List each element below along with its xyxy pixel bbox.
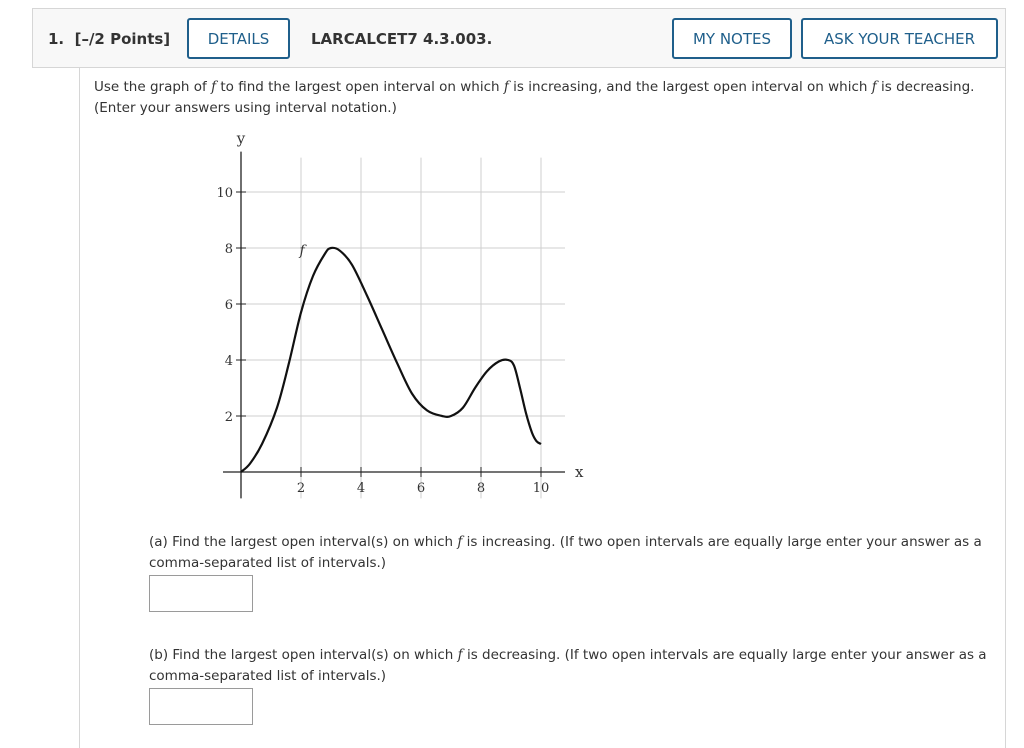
part-a-rest: is increasing. (If two open intervals are equally large enter your answer as a comma-separated list of intervals.) xyxy=(149,534,982,571)
question-number xyxy=(48,30,170,48)
curve-label-f: f xyxy=(299,243,305,259)
points-label: [–/2 Points] xyxy=(74,30,171,48)
y-tick-label-10: 10 xyxy=(216,186,233,201)
my-notes-button[interactable]: MY NOTES xyxy=(672,18,792,59)
problem-code: LARCALCET7 4.3.003. xyxy=(311,30,493,48)
part-b-rest: is decreasing. (If two open intervals are equally large enter your answer as a comma-separated list of intervals.) xyxy=(149,647,987,684)
x-tick-label-10: 10 xyxy=(532,481,550,496)
question-header xyxy=(32,8,1006,68)
prompt-f-1: f xyxy=(211,79,217,95)
ticks xyxy=(216,186,549,496)
prompt-text-4: is decreasing. (Enter your answers using interval notation.) xyxy=(94,79,975,116)
prompt-text-2: to find the largest open interval on which xyxy=(216,79,504,95)
y-tick-label-4: 4 xyxy=(224,354,233,369)
x-axis-label: x xyxy=(575,463,584,481)
question-prompt xyxy=(94,77,994,119)
prompt-f-3: f xyxy=(871,79,877,95)
part-b-f: f xyxy=(457,647,463,663)
part-a-question xyxy=(149,532,999,574)
part-b-label: (b) Find the largest open interval(s) on which xyxy=(149,647,458,663)
y-tick-label-8: 8 xyxy=(224,242,233,257)
x-tick-label-4: 4 xyxy=(356,481,366,496)
y-axis-label: y xyxy=(236,130,246,148)
part-a-f: f xyxy=(457,534,463,550)
x-tick-label-2: 2 xyxy=(296,481,306,496)
prompt-text-3: is increasing, and the largest open interval on which xyxy=(508,79,872,95)
details-button[interactable]: DETAILS xyxy=(187,18,290,59)
question-number-value: 1. xyxy=(48,30,65,48)
prompt-f-2: f xyxy=(503,79,509,95)
function-graph xyxy=(190,130,610,530)
part-b-answer-input[interactable] xyxy=(149,688,253,725)
x-tick-label-8: 8 xyxy=(476,481,486,496)
part-a-answer-input[interactable] xyxy=(149,575,253,612)
prompt-text-1: Use the graph of xyxy=(94,79,212,95)
grid xyxy=(237,158,565,499)
y-tick-label-6: 6 xyxy=(224,298,233,313)
part-b-question xyxy=(149,645,999,687)
part-a-label: (a) Find the largest open interval(s) on which xyxy=(149,534,458,550)
axes xyxy=(223,152,565,499)
x-tick-label-6: 6 xyxy=(416,481,426,496)
ask-your-teacher-button[interactable]: ASK YOUR TEACHER xyxy=(801,18,998,59)
y-tick-label-2: 2 xyxy=(224,410,233,425)
